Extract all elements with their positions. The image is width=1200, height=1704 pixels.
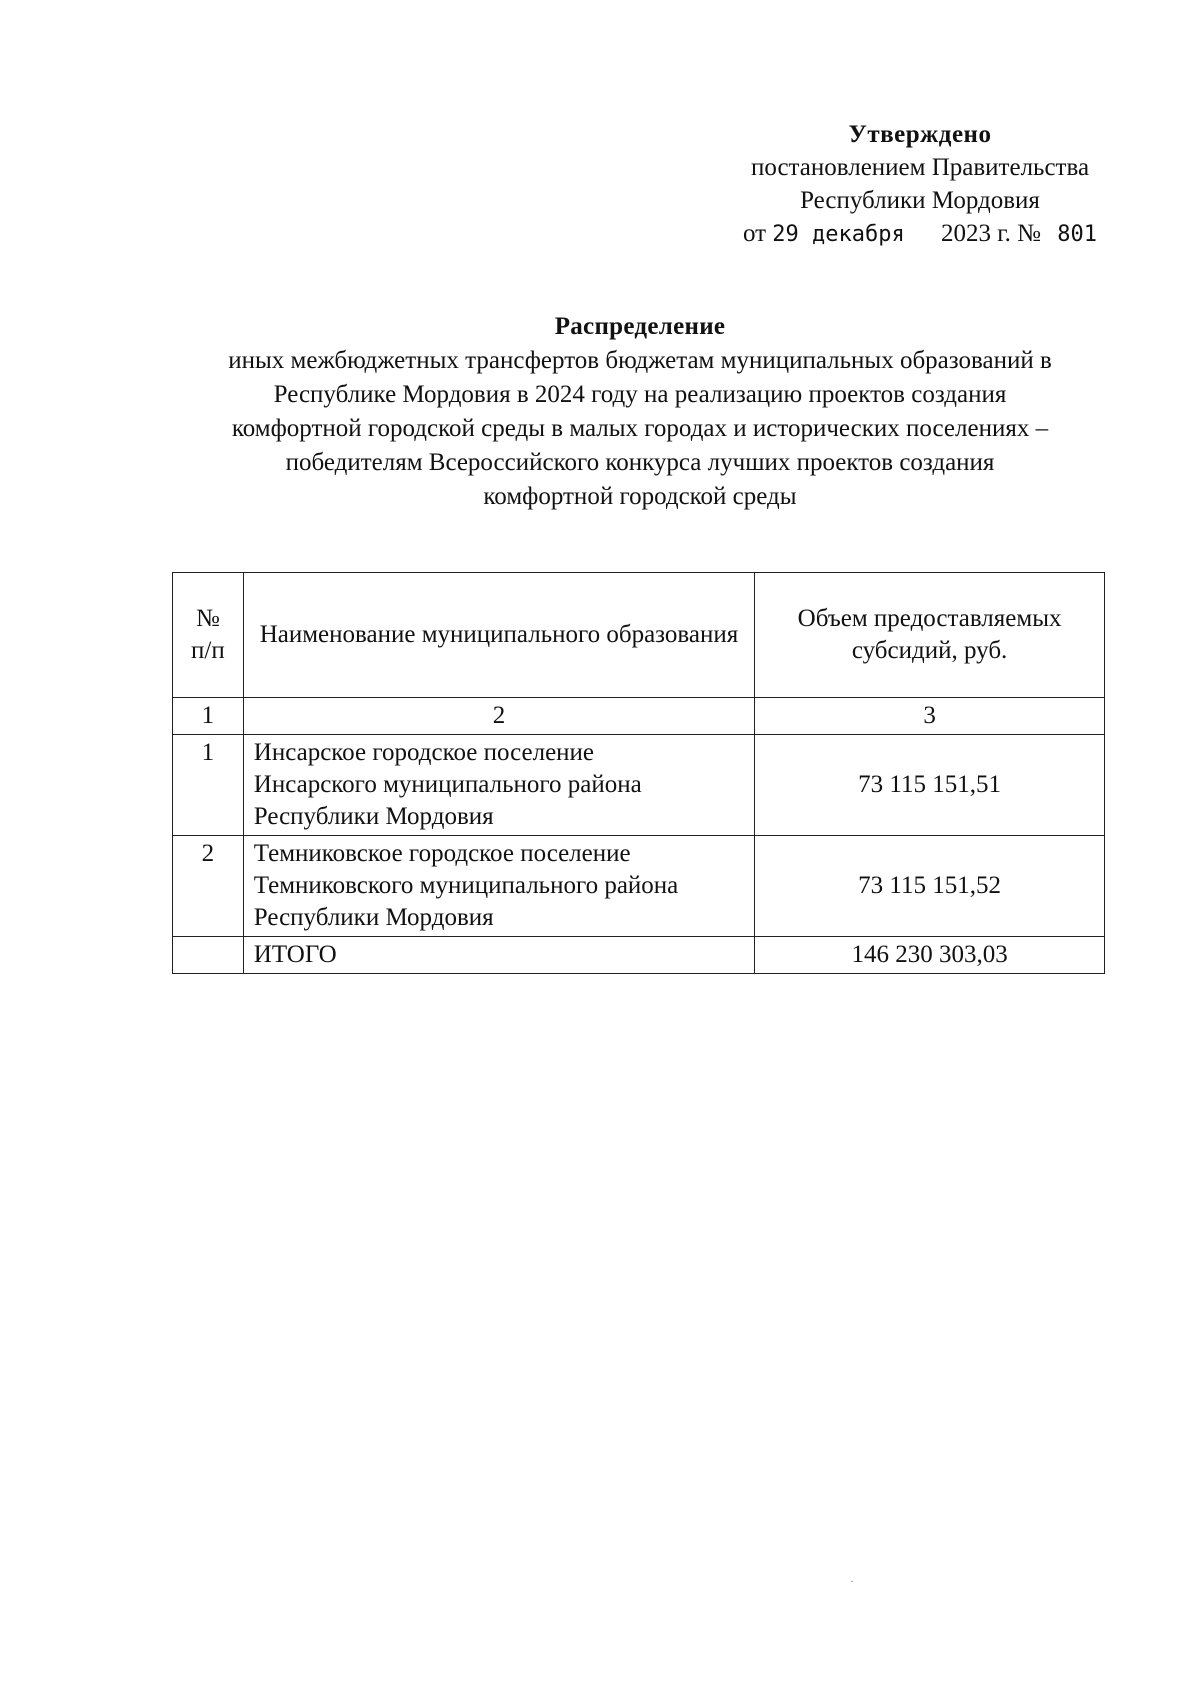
approval-line-1: постановлением Правительства [750,154,1090,181]
approval-heading: Утверждено [848,121,992,148]
column-number-cell: 3 [755,698,1105,735]
table-header-row [173,573,1105,698]
municipality-name-line: Республики Мордовия [253,904,494,931]
title-line: иных межбюджетных трансфертов бюджетам муниципальных образований в [228,347,1052,374]
title-line: Республике Мордовия в 2024 году на реализацию проектов создания [273,381,1007,408]
header-sum: Объем предоставляемых субсидий, руб. [755,573,1105,698]
total-label: ИТОГО [243,937,754,974]
approval-year: 2023 г. № [941,220,1042,247]
approval-line-2: Республики Мордовия [800,187,1040,214]
approval-date-prefix: от [742,220,767,247]
header-name: Наименование муниципального образования [243,573,754,698]
municipality-name-line: Инсарского муниципального района [253,771,642,798]
approval-date-line [720,217,1120,251]
municipality-name [243,735,754,836]
row-number: 1 [173,735,244,836]
distribution-table [172,572,1105,974]
title-line: комфортной городской среды [483,483,797,510]
approval-date: 29 декабря [772,222,905,247]
municipality-name-line: Инсарское городское поселение [253,739,595,766]
subsidy-amount: 73 115 151,52 [755,836,1105,937]
row-number: 2 [173,836,244,937]
document-title [140,310,1140,514]
title-heading: Распределение [554,313,726,340]
total-row [173,937,1105,974]
header-num: № п/п [173,573,244,698]
column-number-row [173,698,1105,735]
column-number-cell: 2 [243,698,754,735]
subsidy-amount: 73 115 151,51 [755,735,1105,836]
scan-speck: · [850,1574,854,1588]
table-row [173,836,1105,937]
total-amount: 146 230 303,03 [755,937,1105,974]
municipality-name [243,836,754,937]
total-num-cell [173,937,244,974]
municipality-name-line: Республики Мордовия [253,803,494,830]
table-row [173,735,1105,836]
municipality-name-line: Темниковское городское поселение [253,840,631,867]
approval-block [720,118,1120,251]
title-line: победителям Всероссийского конкурса лучших проектов создания [285,449,995,476]
column-number-cell: 1 [173,698,244,735]
title-line: комфортной городской среды в малых городах и исторических поселениях – [231,415,1049,442]
municipality-name-line: Темниковского муниципального района [253,872,679,899]
approval-number: 801 [1057,222,1098,247]
